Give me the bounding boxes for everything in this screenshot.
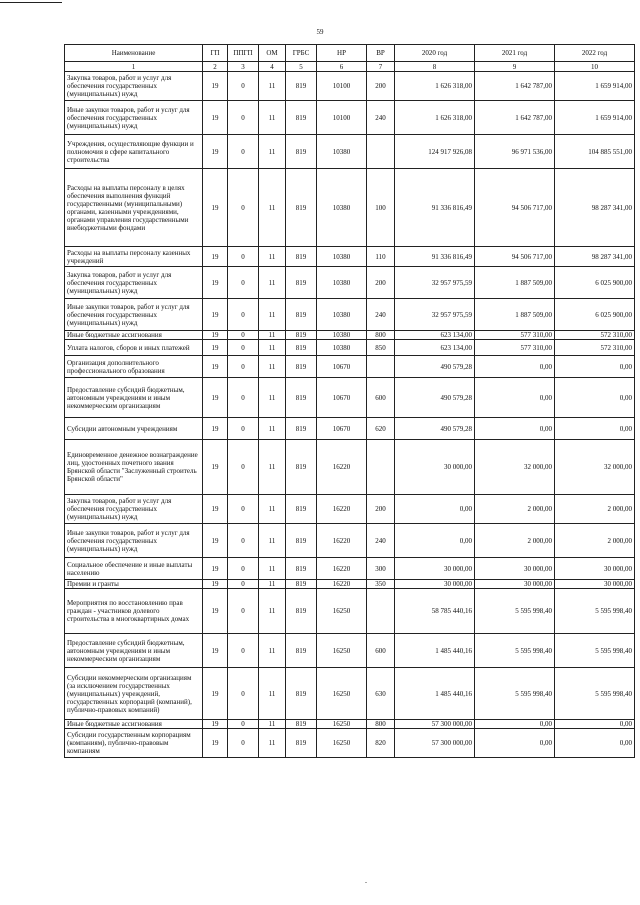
stray-mark: . <box>365 876 367 885</box>
row-nr: 16250 <box>317 720 367 729</box>
row-grbs: 819 <box>286 668 317 720</box>
row-pgp: 0 <box>228 331 259 340</box>
row-value-2022: 30 000,00 <box>555 558 635 580</box>
row-vr <box>367 440 395 495</box>
row-value-2020: 124 917 926,08 <box>395 135 475 169</box>
row-value-2020: 57 300 000,00 <box>395 720 475 729</box>
header-vr: ВР <box>367 45 395 62</box>
row-gp: 19 <box>203 440 228 495</box>
row-vr: 240 <box>367 299 395 331</box>
row-value-2021: 5 595 998,40 <box>475 634 555 668</box>
row-grbs: 819 <box>286 169 317 247</box>
header-2021: 2021 год <box>475 45 555 62</box>
row-vr: 240 <box>367 101 395 135</box>
row-pgp: 0 <box>228 589 259 634</box>
row-om: 11 <box>259 331 286 340</box>
row-value-2021: 0,00 <box>475 729 555 758</box>
row-value-2020: 490 579,28 <box>395 356 475 378</box>
row-value-2022: 5 595 998,40 <box>555 634 635 668</box>
row-grbs: 819 <box>286 558 317 580</box>
row-value-2022: 30 000,00 <box>555 580 635 589</box>
row-name: Уплата налогов, сборов и иных платежей <box>65 340 203 356</box>
row-vr: 200 <box>367 495 395 524</box>
top-rule <box>0 2 62 3</box>
row-value-2022: 1 659 914,00 <box>555 72 635 101</box>
row-pgp: 0 <box>228 72 259 101</box>
row-name: Субсидии автономным учреждениям <box>65 418 203 440</box>
row-nr: 16220 <box>317 524 367 558</box>
row-grbs: 819 <box>286 720 317 729</box>
row-grbs: 819 <box>286 356 317 378</box>
row-pgp: 0 <box>228 524 259 558</box>
row-nr: 16220 <box>317 558 367 580</box>
row-nr: 10670 <box>317 378 367 418</box>
table-row <box>65 729 635 758</box>
row-om: 11 <box>259 101 286 135</box>
row-vr: 200 <box>367 267 395 299</box>
table-row <box>65 378 635 418</box>
row-value-2020: 30 000,00 <box>395 558 475 580</box>
row-om: 11 <box>259 340 286 356</box>
row-value-2021: 96 971 536,00 <box>475 135 555 169</box>
row-vr: 240 <box>367 524 395 558</box>
row-value-2021: 1 642 787,00 <box>475 72 555 101</box>
row-nr: 16220 <box>317 440 367 495</box>
row-om: 11 <box>259 495 286 524</box>
row-value-2021: 0,00 <box>475 720 555 729</box>
row-vr: 820 <box>367 729 395 758</box>
table-row <box>65 135 635 169</box>
header-2020: 2020 год <box>395 45 475 62</box>
row-value-2022: 0,00 <box>555 418 635 440</box>
row-value-2021: 1 887 509,00 <box>475 299 555 331</box>
row-value-2020: 58 785 440,16 <box>395 589 475 634</box>
row-value-2020: 1 626 318,00 <box>395 101 475 135</box>
row-name: Расходы на выплаты персоналу казенных учреждений <box>65 247 203 267</box>
row-value-2020: 623 134,00 <box>395 340 475 356</box>
row-nr: 16250 <box>317 634 367 668</box>
row-nr: 10380 <box>317 135 367 169</box>
row-om: 11 <box>259 135 286 169</box>
row-name: Мероприятия по восстановлению прав граждан - участников долевого строительства в многоквартирных домах <box>65 589 203 634</box>
row-gp: 19 <box>203 331 228 340</box>
row-om: 11 <box>259 524 286 558</box>
row-om: 11 <box>259 247 286 267</box>
row-name: Иные закупки товаров, работ и услуг для обеспечения государственных (муниципальных) нужд <box>65 101 203 135</box>
row-om: 11 <box>259 356 286 378</box>
row-pgp: 0 <box>228 169 259 247</box>
row-pgp: 0 <box>228 558 259 580</box>
row-nr: 10670 <box>317 356 367 378</box>
row-pgp: 0 <box>228 378 259 418</box>
row-vr <box>367 589 395 634</box>
col-index: 10 <box>555 62 635 72</box>
row-value-2022: 0,00 <box>555 720 635 729</box>
row-grbs: 819 <box>286 378 317 418</box>
col-index: 2 <box>203 62 228 72</box>
row-name: Закупка товаров, работ и услуг для обеспечения государственных (муниципальных) нужд <box>65 495 203 524</box>
table-row <box>65 524 635 558</box>
row-name: Предоставление субсидий бюджетным, автономным учреждениям и иным некоммерческим организациям <box>65 378 203 418</box>
row-value-2020: 1 485 440,16 <box>395 634 475 668</box>
row-nr: 10670 <box>317 418 367 440</box>
table-row <box>65 169 635 247</box>
row-pgp: 0 <box>228 418 259 440</box>
table-row <box>65 720 635 729</box>
row-vr <box>367 135 395 169</box>
table-row <box>65 72 635 101</box>
row-nr: 16220 <box>317 495 367 524</box>
row-vr: 800 <box>367 331 395 340</box>
row-value-2022: 6 025 900,00 <box>555 299 635 331</box>
row-grbs: 819 <box>286 340 317 356</box>
row-om: 11 <box>259 72 286 101</box>
row-grbs: 819 <box>286 495 317 524</box>
row-gp: 19 <box>203 169 228 247</box>
row-om: 11 <box>259 440 286 495</box>
table-row <box>65 356 635 378</box>
row-value-2021: 1 642 787,00 <box>475 101 555 135</box>
row-grbs: 819 <box>286 580 317 589</box>
row-nr: 16250 <box>317 589 367 634</box>
row-grbs: 819 <box>286 589 317 634</box>
row-value-2021: 2 000,00 <box>475 495 555 524</box>
table-row <box>65 331 635 340</box>
col-index: 3 <box>228 62 259 72</box>
row-grbs: 819 <box>286 418 317 440</box>
row-vr: 300 <box>367 558 395 580</box>
row-grbs: 819 <box>286 729 317 758</box>
row-pgp: 0 <box>228 440 259 495</box>
row-gp: 19 <box>203 720 228 729</box>
row-vr: 100 <box>367 169 395 247</box>
row-om: 11 <box>259 634 286 668</box>
table-row <box>65 267 635 299</box>
row-grbs: 819 <box>286 299 317 331</box>
row-pgp: 0 <box>228 634 259 668</box>
row-gp: 19 <box>203 634 228 668</box>
row-vr: 630 <box>367 668 395 720</box>
row-gp: 19 <box>203 340 228 356</box>
row-vr <box>367 356 395 378</box>
row-name: Иные бюджетные ассигнования <box>65 331 203 340</box>
row-om: 11 <box>259 589 286 634</box>
row-value-2021: 577 310,00 <box>475 340 555 356</box>
header-name: Наименование <box>65 45 203 62</box>
row-value-2022: 6 025 900,00 <box>555 267 635 299</box>
row-pgp: 0 <box>228 495 259 524</box>
row-pgp: 0 <box>228 267 259 299</box>
row-value-2022: 572 310,00 <box>555 331 635 340</box>
row-value-2021: 30 000,00 <box>475 558 555 580</box>
table-row <box>65 101 635 135</box>
header-row <box>65 45 635 62</box>
col-index: 1 <box>65 62 203 72</box>
row-value-2022: 0,00 <box>555 729 635 758</box>
header-nr: НР <box>317 45 367 62</box>
table-row <box>65 495 635 524</box>
row-pgp: 0 <box>228 356 259 378</box>
row-om: 11 <box>259 720 286 729</box>
row-value-2020: 30 000,00 <box>395 580 475 589</box>
row-vr: 850 <box>367 340 395 356</box>
row-name: Закупка товаров, работ и услуг для обеспечения государственных (муниципальных) нужд <box>65 267 203 299</box>
row-value-2021: 5 595 998,40 <box>475 668 555 720</box>
row-pgp: 0 <box>228 580 259 589</box>
row-gp: 19 <box>203 580 228 589</box>
row-om: 11 <box>259 169 286 247</box>
table-row <box>65 558 635 580</box>
row-value-2022: 32 000,00 <box>555 440 635 495</box>
row-value-2022: 104 885 551,00 <box>555 135 635 169</box>
column-index-row <box>65 62 635 72</box>
row-name: Иные закупки товаров, работ и услуг для обеспечения государственных (муниципальных) нужд <box>65 524 203 558</box>
budget-table <box>64 44 635 758</box>
row-value-2020: 57 300 000,00 <box>395 729 475 758</box>
row-vr: 350 <box>367 580 395 589</box>
table-row <box>65 299 635 331</box>
row-grbs: 819 <box>286 72 317 101</box>
row-value-2022: 0,00 <box>555 378 635 418</box>
row-vr: 620 <box>367 418 395 440</box>
header-2022: 2022 год <box>555 45 635 62</box>
row-pgp: 0 <box>228 135 259 169</box>
row-value-2022: 2 000,00 <box>555 524 635 558</box>
row-grbs: 819 <box>286 440 317 495</box>
row-value-2020: 0,00 <box>395 495 475 524</box>
row-om: 11 <box>259 729 286 758</box>
row-nr: 16220 <box>317 580 367 589</box>
row-name: Премии и гранты <box>65 580 203 589</box>
row-om: 11 <box>259 668 286 720</box>
row-nr: 10100 <box>317 72 367 101</box>
row-value-2021: 94 506 717,00 <box>475 169 555 247</box>
row-value-2022: 98 287 341,00 <box>555 169 635 247</box>
row-value-2022: 2 000,00 <box>555 495 635 524</box>
row-gp: 19 <box>203 418 228 440</box>
row-value-2021: 5 595 998,40 <box>475 589 555 634</box>
header-grbs: ГРБС <box>286 45 317 62</box>
row-name: Предоставление субсидий бюджетным, автономным учреждениям и иным некоммерческим организациям <box>65 634 203 668</box>
row-value-2020: 490 579,28 <box>395 418 475 440</box>
row-value-2021: 94 506 717,00 <box>475 247 555 267</box>
header-pgp: ППГП <box>228 45 259 62</box>
row-gp: 19 <box>203 267 228 299</box>
col-index: 6 <box>317 62 367 72</box>
row-nr: 16250 <box>317 668 367 720</box>
row-value-2021: 30 000,00 <box>475 580 555 589</box>
row-value-2021: 0,00 <box>475 356 555 378</box>
row-value-2020: 1 626 318,00 <box>395 72 475 101</box>
header-gp: ГП <box>203 45 228 62</box>
row-pgp: 0 <box>228 668 259 720</box>
row-name: Иные закупки товаров, работ и услуг для обеспечения государственных (муниципальных) нужд <box>65 299 203 331</box>
row-gp: 19 <box>203 135 228 169</box>
row-gp: 19 <box>203 356 228 378</box>
col-index: 9 <box>475 62 555 72</box>
row-nr: 10380 <box>317 247 367 267</box>
row-value-2021: 0,00 <box>475 378 555 418</box>
col-index: 5 <box>286 62 317 72</box>
row-gp: 19 <box>203 558 228 580</box>
row-vr: 200 <box>367 72 395 101</box>
row-om: 11 <box>259 267 286 299</box>
table-row <box>65 634 635 668</box>
row-grbs: 819 <box>286 267 317 299</box>
row-value-2021: 577 310,00 <box>475 331 555 340</box>
row-om: 11 <box>259 378 286 418</box>
row-grbs: 819 <box>286 101 317 135</box>
row-value-2020: 30 000,00 <box>395 440 475 495</box>
table-row <box>65 589 635 634</box>
row-value-2022: 5 595 998,40 <box>555 589 635 634</box>
row-name: Закупка товаров, работ и услуг для обеспечения государственных (муниципальных) нужд <box>65 72 203 101</box>
row-grbs: 819 <box>286 247 317 267</box>
row-grbs: 819 <box>286 524 317 558</box>
row-vr: 600 <box>367 634 395 668</box>
table-row <box>65 668 635 720</box>
row-value-2022: 0,00 <box>555 356 635 378</box>
row-name: Расходы на выплаты персоналу в целях обеспечения выполнения функций государственными (муниципальными) органами, казенными учреждениями, органами управления государственными внебюджетными фондами <box>65 169 203 247</box>
row-value-2020: 91 336 816,49 <box>395 169 475 247</box>
col-index: 8 <box>395 62 475 72</box>
row-value-2022: 5 595 998,40 <box>555 668 635 720</box>
page-number: 59 <box>316 28 324 36</box>
row-name: Учреждения, осуществляющие функции и полномочия в сфере капитального строительства <box>65 135 203 169</box>
row-vr: 110 <box>367 247 395 267</box>
table-row <box>65 580 635 589</box>
row-name: Организация дополнительного профессионального образования <box>65 356 203 378</box>
row-gp: 19 <box>203 378 228 418</box>
col-index: 4 <box>259 62 286 72</box>
col-index: 7 <box>367 62 395 72</box>
row-value-2022: 1 659 914,00 <box>555 101 635 135</box>
row-om: 11 <box>259 299 286 331</box>
header-om: ОМ <box>259 45 286 62</box>
row-nr: 10380 <box>317 267 367 299</box>
row-pgp: 0 <box>228 101 259 135</box>
row-nr: 10380 <box>317 331 367 340</box>
row-gp: 19 <box>203 524 228 558</box>
row-gp: 19 <box>203 729 228 758</box>
table-row <box>65 418 635 440</box>
row-value-2020: 91 336 816,49 <box>395 247 475 267</box>
table-row <box>65 440 635 495</box>
row-om: 11 <box>259 418 286 440</box>
row-pgp: 0 <box>228 729 259 758</box>
row-gp: 19 <box>203 495 228 524</box>
row-nr: 10380 <box>317 340 367 356</box>
row-name: Единовременное денежное вознаграждение лиц, удостоенных почетного звания Брянской области "Заслуженный строитель Брянской области" <box>65 440 203 495</box>
row-nr: 10100 <box>317 101 367 135</box>
row-grbs: 819 <box>286 331 317 340</box>
row-value-2022: 572 310,00 <box>555 340 635 356</box>
row-name: Субсидии государственным корпорациям (компаниям), публично-правовым компаниям <box>65 729 203 758</box>
table-row <box>65 247 635 267</box>
row-name: Иные бюджетные ассигнования <box>65 720 203 729</box>
row-value-2021: 1 887 509,00 <box>475 267 555 299</box>
row-name: Социальное обеспечение и иные выплаты населению <box>65 558 203 580</box>
row-nr: 16250 <box>317 729 367 758</box>
row-pgp: 0 <box>228 340 259 356</box>
row-value-2020: 1 485 440,16 <box>395 668 475 720</box>
table-row <box>65 340 635 356</box>
row-gp: 19 <box>203 72 228 101</box>
row-nr: 10380 <box>317 169 367 247</box>
row-vr: 600 <box>367 378 395 418</box>
row-om: 11 <box>259 558 286 580</box>
row-value-2020: 623 134,00 <box>395 331 475 340</box>
row-gp: 19 <box>203 247 228 267</box>
row-value-2020: 32 957 975,59 <box>395 299 475 331</box>
row-gp: 19 <box>203 668 228 720</box>
row-gp: 19 <box>203 101 228 135</box>
row-vr: 800 <box>367 720 395 729</box>
row-gp: 19 <box>203 299 228 331</box>
row-grbs: 819 <box>286 634 317 668</box>
row-pgp: 0 <box>228 299 259 331</box>
row-gp: 19 <box>203 589 228 634</box>
row-value-2021: 32 000,00 <box>475 440 555 495</box>
row-value-2021: 2 000,00 <box>475 524 555 558</box>
row-name: Субсидии некоммерческим организациям (за исключением государственных (муниципальных) учреждений, государственных корпораций (компаний), публично-правовых компаний) <box>65 668 203 720</box>
row-nr: 10380 <box>317 299 367 331</box>
row-value-2021: 0,00 <box>475 418 555 440</box>
row-value-2022: 98 287 341,00 <box>555 247 635 267</box>
row-pgp: 0 <box>228 247 259 267</box>
row-pgp: 0 <box>228 720 259 729</box>
row-value-2020: 32 957 975,59 <box>395 267 475 299</box>
row-om: 11 <box>259 580 286 589</box>
row-value-2020: 0,00 <box>395 524 475 558</box>
row-value-2020: 490 579,28 <box>395 378 475 418</box>
row-grbs: 819 <box>286 135 317 169</box>
